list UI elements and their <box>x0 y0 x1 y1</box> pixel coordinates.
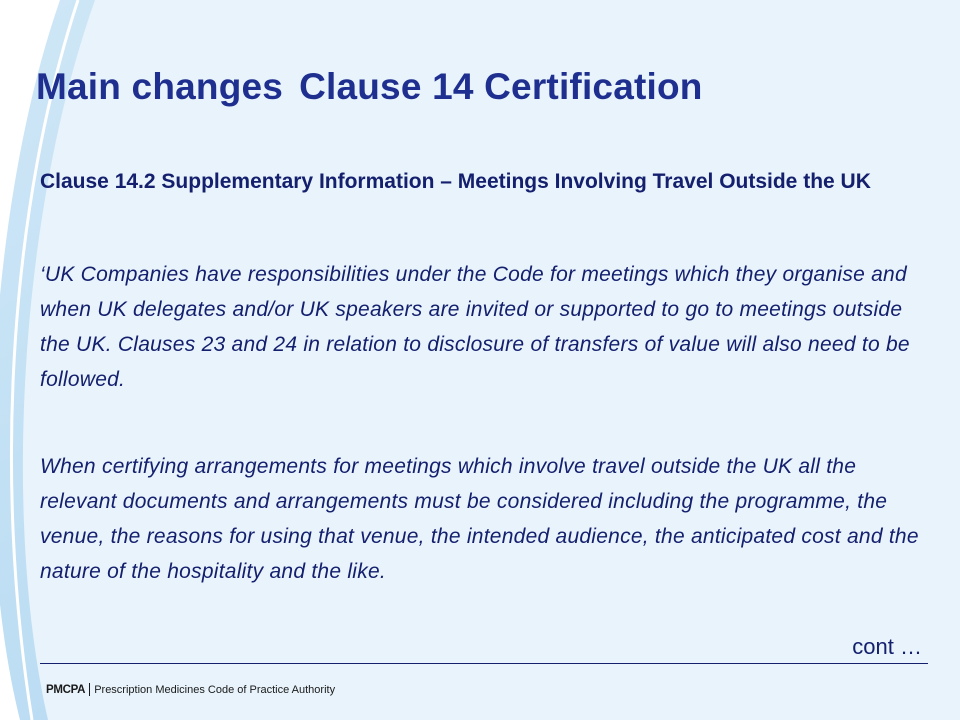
footer <box>46 683 335 696</box>
footer-divider <box>40 663 928 664</box>
pmcpa-logo: PMCPA <box>46 683 86 696</box>
footer-separator <box>89 683 90 696</box>
title-clause: Clause 14 Certification <box>299 66 703 107</box>
continued-label: cont … <box>852 634 922 659</box>
slide-title <box>36 66 703 108</box>
section-heading: Clause 14.2 Supplementary Information – Meetings Involving Travel Outside the UK <box>40 170 871 193</box>
title-main-changes: Main changes <box>36 66 284 107</box>
quote-paragraph-1: ‘UK Companies have responsibilities under the Code for meetings which they organise and when UK delegates and/or UK speakers are invited or supported to go to meetings outside the UK. Clauses 23 and 24 in relation to disclosure of transfers of value will also need to be followed. <box>40 263 910 391</box>
quote-paragraph-2: When certifying arrangements for meetings which involve travel outside the UK all the relevant documents and arrangements must be considered including the programme, the venue, the reasons for using that venue, the intended audience, the anticipated cost and the nature of the hospitality and the like. <box>40 455 919 583</box>
footer-organisation: Prescription Medicines Code of Practice Authority <box>94 683 336 696</box>
